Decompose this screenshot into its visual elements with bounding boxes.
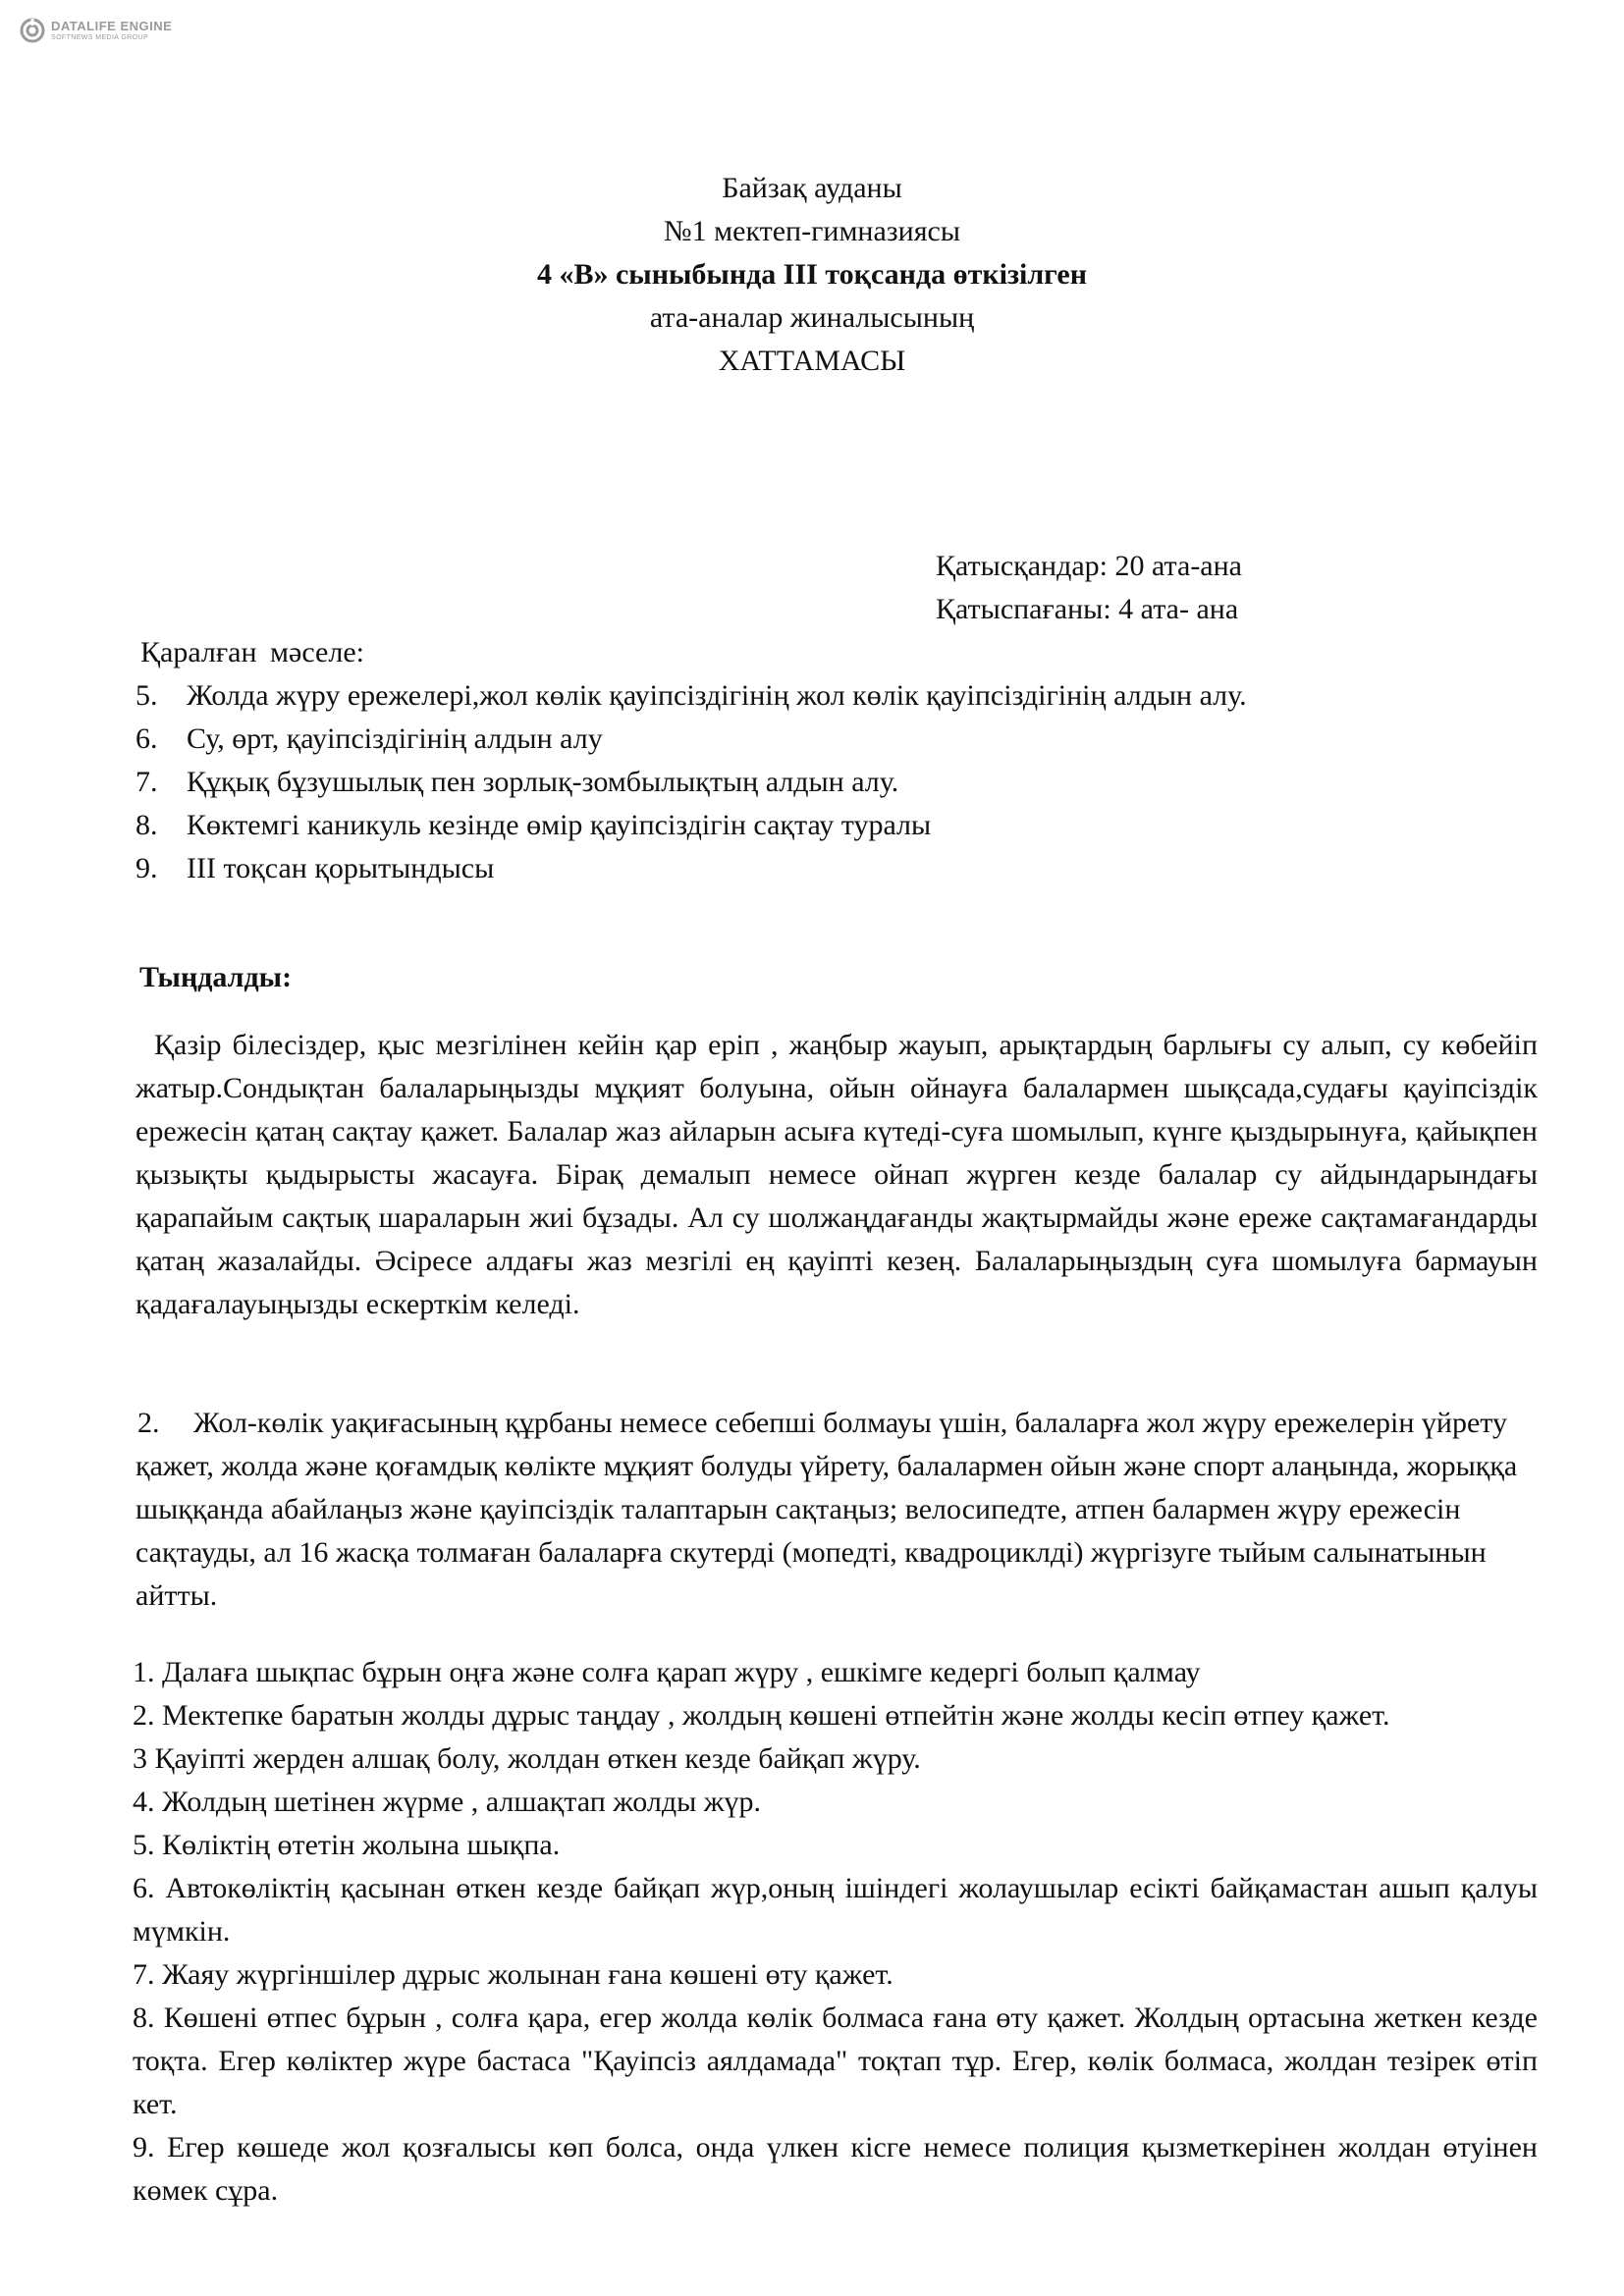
watermark-title: DATALIFE ENGINE — [51, 19, 173, 33]
rule-item: 2. Мектепке баратын жолды дұрыс таңдау , жолдың көшені өтпейтін және жолды кесіп өтпеу қажет. — [133, 1699, 1390, 1732]
rule-item: 4. Жолдың шетінен жүрме , алшақтап жолды жүр. — [133, 1786, 761, 1818]
watermark-text — [51, 20, 172, 41]
attendance-block — [936, 545, 1242, 631]
agenda-item — [135, 847, 1247, 890]
district-name: Байзақ ауданы — [722, 172, 902, 204]
datalife-engine-logo-icon — [20, 18, 45, 43]
rule-item: 8. Көшені өтпес бұрын , солға қара, егер жолда көлік болмаса ғана өту қажет. Жолдың ортасына жеткен кезде тоқта. Егер көліктер жүре бастаса "Қауіпсіз аялдамада" тоқтап тұр. Егер, көлік болмаса, жолдан тезірек өтіп кет. — [133, 2002, 1538, 2120]
rule-item: 6. Автокөліктің қасынан өткен кезде байқап жүр,оның ішіндегі жолаушылар есікті байқамастан ашып қалуы мүмкін. — [133, 1872, 1538, 1948]
agenda-item-text: Су, өрт, қауіпсіздігінің алдын алу — [187, 722, 603, 755]
agenda-list — [135, 674, 1247, 890]
school-name: №1 мектеп-гимназиясы — [664, 215, 960, 247]
rule-item: 5. Көліктің өтетін жолына шықпа. — [133, 1829, 561, 1861]
attendance-present: Қатысқандар: 20 ата-ана — [936, 550, 1242, 582]
listened-section-title: Тыңдалды: — [139, 961, 293, 993]
agenda-item-text: Жолда жүру ережелері,жол көлік қауіпсіздігінің жол көлік қауіпсіздігінің алдын алу. — [187, 679, 1247, 712]
paragraph-2-text: Жол-көлік уақиғасының құрбаны немесе себепші болмауы үшін, балаларға жол жүру ережелерін үйрету қажет, жолда және қоғамдық көлікте мұқият болуды үйрету, балалармен ойын және спорт алаңында, жорыққа шыққанда абайлаңыз және қауіпсіздік талаптарын сақтаңыз; велосипедте, атпен балармен жүру ережесін сақтауды, ал 16 жасқа толмаған балаларға скутерді (мопедті, квадроциклді) жүргізуге тыйым салынатынын айтты. — [135, 1407, 1518, 1612]
rule-item: 3 Қауіпті жерден алшақ болу, жолдан өткен кезде байқап жүру. — [133, 1742, 921, 1775]
rule-item: 1. Далаға шықпас бұрын оңға және солға қарап жүру , ешкімге кедергі болып қалмау — [133, 1656, 1201, 1688]
rule-item: 7. Жаяу жүргіншілер дұрыс жолынан ғана көшені өту қажет. — [133, 1958, 893, 1991]
agenda-item — [135, 674, 1247, 718]
agenda-item-number: 7. — [135, 766, 158, 798]
agenda-item-text: ІІІ тоқсан қорытындысы — [187, 852, 495, 884]
agenda-item-number: 8. — [135, 809, 158, 841]
agenda-item-number: 9. — [135, 852, 158, 884]
paragraph-2-number: 2. — [137, 1407, 160, 1439]
document-header — [0, 167, 1624, 383]
watermark-logo — [20, 18, 172, 43]
attendance-absent: Қатыспағаны: 4 ата- ана — [936, 593, 1239, 625]
listened-paragraph-1: Қазір білесіздер, қыс мезгілінен кейін қар еріп , жаңбыр жауып, арықтардың барлығы су алып, су көбейіп жатыр.Сондықтан балаларыңызды мұқият болуына, ойын ойнауға балалармен шықсада,судағы қауіпсіздік ережесін қатаң сақтау қажет. Балалар жаз айларын асыға күтеді-суға шомылып, күнге қыздырынуға, қайықпен қызықты қыдырысты жасауға. Бірақ демалып немесе ойнап жүрген кезде балалар су айдындарындағы қарапайым сақтық шараларын жиі бұзады. Ал су шолжаңдағанды жақтырмайды және ереже сақтамағандарды қатаң жазалайды. Әсіресе алдағы жаз мезгілі ең қауіпті кезең. Балаларыңыздың суға шомылуға бармауын қадағалауыңызды ескерткім келеді. — [135, 1029, 1538, 1320]
agenda-item-text: Көктемгі каникуль кезінде өмір қауіпсіздігін сақтау туралы — [187, 809, 932, 841]
meeting-description: 4 «В» сыныбында ІІІ тоқсанда өткізілген — [536, 258, 1088, 291]
agenda-item — [135, 718, 1247, 761]
agenda-item — [135, 804, 1247, 847]
listened-paragraph-2 — [135, 1402, 1538, 1618]
agenda-item-number: 5. — [135, 679, 158, 712]
agenda-item-number: 6. — [135, 722, 158, 755]
road-rules-list — [133, 1651, 1538, 2213]
document-title: ХАТТАМАСЫ — [718, 345, 906, 377]
watermark-subtitle: SOFTNEWS MEDIA GROUP — [51, 34, 149, 41]
rule-item: 9. Егер көшеде жол қозғалысы көп болса, онда үлкен кісге немесе полиция қызметкерінен жолдан өтуінен көмек сұра. — [133, 2131, 1538, 2207]
agenda-title: Қаралған мәселе: — [140, 636, 364, 668]
meeting-type: ата-аналар жиналысының — [649, 301, 975, 334]
agenda-item-text: Құқық бұзушылық пен зорлық-зомбылықтың алдын алу. — [187, 766, 899, 798]
agenda-item — [135, 761, 1247, 804]
